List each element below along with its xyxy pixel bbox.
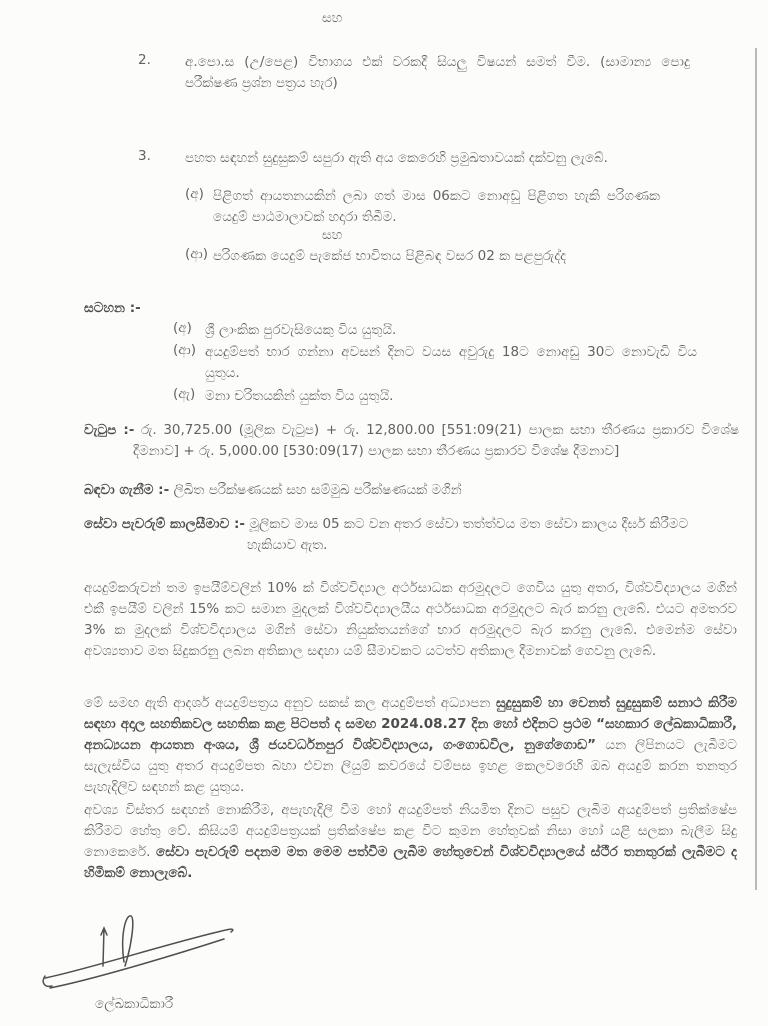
recruitment-field <box>84 480 744 501</box>
note-c-label: (ඇ) <box>173 386 196 402</box>
item3-text: පහත සඳහන් සුදුසුකම් සපුරා ඇති අය කෙරෙහි ප්‍රමුඛතාවයක් දක්වනු ලැබේ. <box>185 150 608 166</box>
item3-sub-b-text: පරිගණක යෙදුම් පැකේජ භාවිතය පිළිබඳ වසර 02 ක පළපුරුද්ද <box>213 248 567 264</box>
notes-heading: සටහන :- <box>84 300 141 316</box>
item2-text: අ.පො.ස (උ/පෙළ) විභාගය එක් වරකදී සියලු විෂයන් සමත් වීම. (සාමාන්‍ය පොදු පරීක්ෂණ ප්‍රශ්න පත්‍රය හැර) <box>185 54 690 91</box>
tenure-value: මූලිකව මාස 05 කට වන අතර සේවා තත්ත්වය මත සේවා කාලය දීර්ඝ කිරීමට හැකියාව ඇත. <box>247 516 689 553</box>
tenure-field <box>84 514 729 556</box>
paragraph-rejection-terms: අවශ්‍ය විස්තර සඳහන් නොකිරීම, අපැහැදිලි වීම හෝ අයදුම්පත් නියමිත දිනට පසුව ලැබීම අයදුම්පත් ප්‍රතික්ෂේප කිරීමට හේතු වේ. කිසියම් අයදුම්පත්‍රයක් ප්‍රතික්ෂේප කළ විට කුමන හේතුවක් නිසා හෝ යළි සලකා බැලීම සිදු නොකෙරේ. සේවා පැවරුම් පදනම මත මෙම පත්වීම ලැබීම හේතුවෙන් විශ්වවිද්‍යාලයේ ස්ථීර තනතුරක් ලැබීමට ද හිමිකම් නොලැබේ. <box>84 802 737 881</box>
tenure-label: සේවා පැවරුම් කාලසීමාව :- <box>84 516 246 532</box>
signature-stroke-flourish <box>101 928 107 966</box>
item2-number: 2. <box>138 52 151 68</box>
note-a-text: ශ්‍රී ලාංකික පුරවැසියෙකු විය යුතුයි. <box>205 322 397 338</box>
item3-connector-word: සහ <box>322 227 343 243</box>
note-b-text: අයදුම්පත් භාර ගන්නා අවසන් දිනට වයස අවුරුදු 18ට නොඅඩු 30ට නොවැඩි විය යුතුය. <box>205 344 697 381</box>
scan-edge-line <box>755 48 757 890</box>
note-c-text: මනා චරිතයකින් යුක්ත විය යුතුයි. <box>205 388 394 404</box>
signature-stroke-loop <box>123 916 133 966</box>
salary-value: රු. 30,725.00 (මූලික වැටුප) + රු. 12,800.00 [551:09(21) පාලක සභා තීරණය ප්‍රකාරව විශේෂ දීමනාව] + රු. 5,000.00 [530:09(17) පාලක සභා තීරණය ප්‍රකාරව විශේෂ දීමනාව] <box>133 422 739 459</box>
item3-number: 3. <box>138 148 151 164</box>
item3-sub-b-label: (ආ) <box>185 246 208 262</box>
paragraph-application-address: මේ සමඟ ඇති ආදර්ශ අයදුම්පත්‍රය අනුව සකස් කල අයදුම්පත් අධ්‍යාපන සුදුසුකම් හා වෙනත් සුදුසුකම් සනාථ කිරීම සඳහා අදාල සහතිකවල සහතික කළ පිටපත් ද සමඟ 2024.08.27 දින හෝ එදිනට ප්‍රථම “සහකාර ලේඛකාධිකාරී, අනධ්‍යයන ආයතන අංශය, ශ්‍රී ජයවර්ධනපුර විශ්වවිද්‍යාලය, ගංගොඩවිල, නුගේගොඩ” යන ලිපිනයට ලැබීමට සැලැස්විය යුතු අතර අයදුම්පත බහා එවන ලියුම් කවරයේ වම්පස ඉහළ කෙලවරෙහි ඔබ අයදුම් කරන තනතුර පැහැදිලිව සඳහන් කළ යුතුය. <box>84 695 738 795</box>
recruitment-label: බඳවා ගැනීම :- <box>84 482 170 498</box>
recruitment-value: ලිඛිත පරීක්ෂණයක් සහ සම්මුඛ පරීක්ෂණයක් මගින් <box>173 482 462 498</box>
top-connector-word: සහ <box>322 10 343 26</box>
note-a-label: (අ) <box>173 320 192 336</box>
signatory-title: ලේඛකාධිකාරී <box>95 996 174 1012</box>
signature-stroke-upper <box>45 929 233 978</box>
note-b-label: (ආ) <box>173 342 196 358</box>
paragraph-provident-fund: අයදුම්කරුවන් තම ඉපයීම්වලින් 10% ක් විශ්වවිද්‍යාල අර්ථසාධක අරමුදලට ගෙවිය යුතු අතර, විශ්වවිද්‍යාලය මගින් එකී ඉපයීම් වලින් 15% කට සමාන මුදලක් විශ්වවිද්‍යාලයීය අර්ථසාධක අරමුදලට බැර කරනු ලැබේ. එයට අමතරව 3% ක මුදලක් විශ්වවිද්‍යාලය මගින් සේවා නියුක්තයන්ගේ භාර අරමුදලට බැර කරනු ලැබේ. එමෙන්ම සේවා අවශ්‍යතාව මත සිදුකරනු ලබන අතිකාල සඳහා යම් සීමාවකට යටත්ව අතිකාල දීමනාවක් ගෙවනු ලැබේ. <box>84 580 737 659</box>
item3-sub-a-text: පිළිගත් ආයතනයකින් ලබා ගත් මාස 06කට නොඅඩු පිළිගත හැකි පරිගණක යෙදුම් පාඨමාලාවක් හදාරා තිබීම. <box>213 188 660 225</box>
item3-sub-a-label: (අ) <box>185 186 204 202</box>
salary-label: වැටුප :- <box>84 422 135 438</box>
signature-stroke-lower <box>50 939 224 988</box>
salary-field <box>84 420 739 462</box>
registrar-signature <box>40 906 245 996</box>
